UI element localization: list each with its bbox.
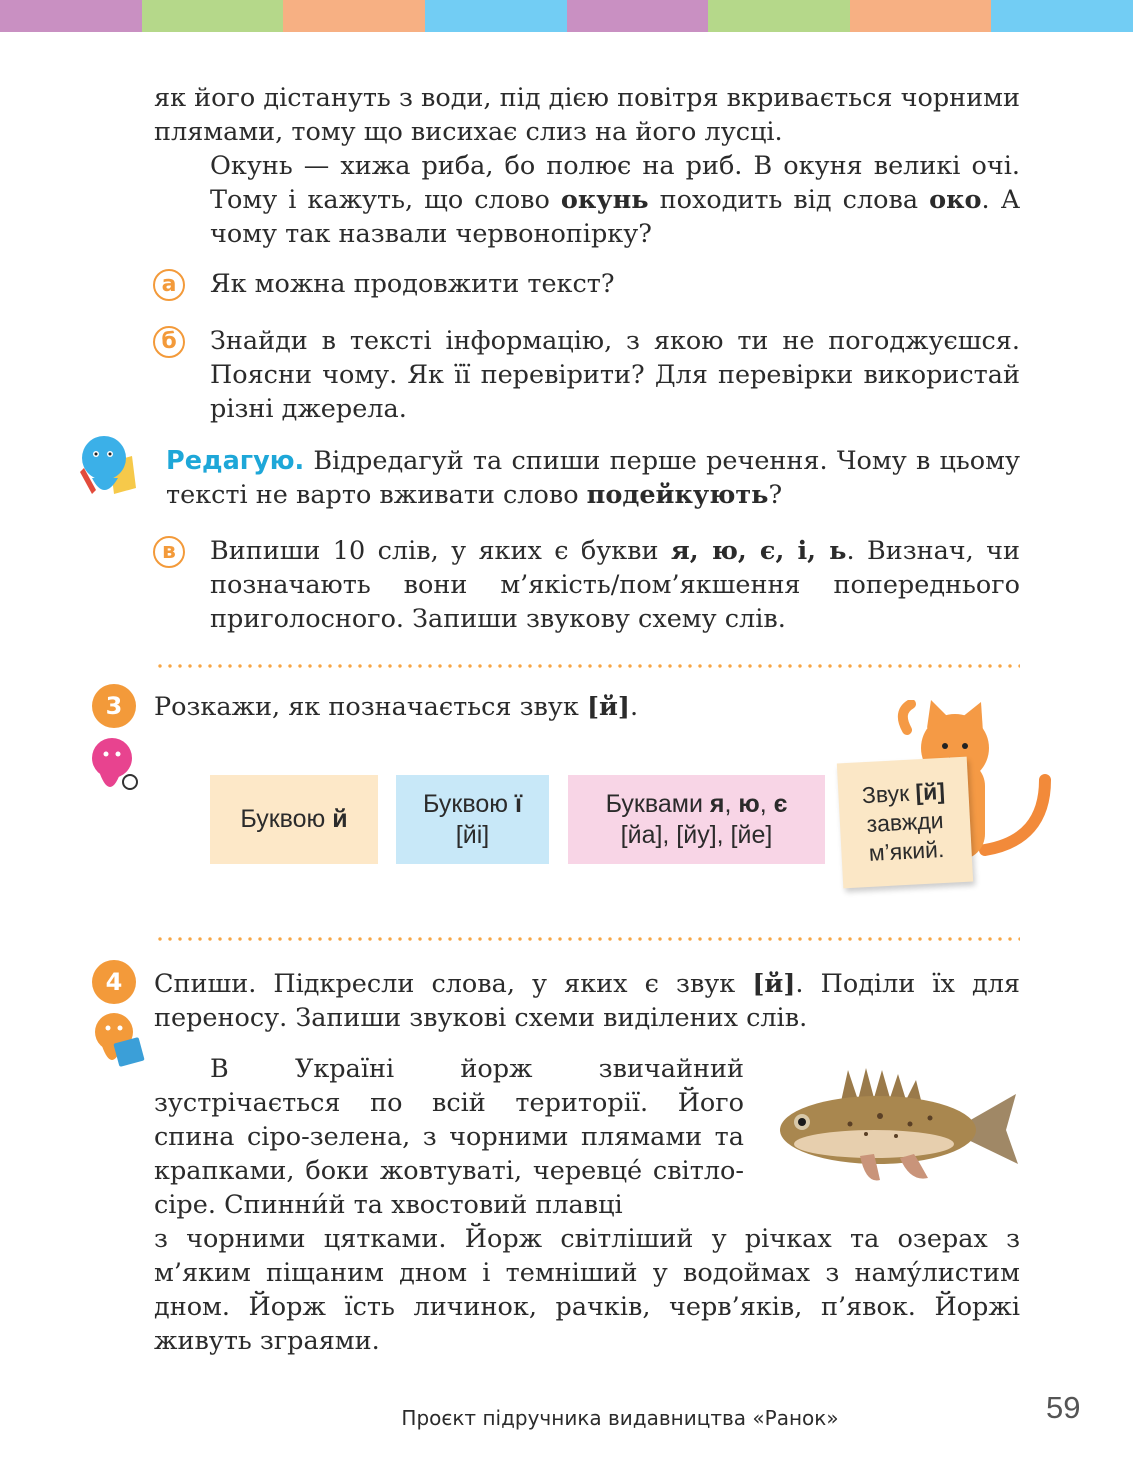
footer-publisher: Проєкт підручника видавництва «Ранок» (401, 1406, 839, 1430)
pink-mascot-icon (84, 734, 144, 800)
box-bukvoyu-y (210, 775, 378, 864)
stripe-2 (142, 0, 284, 32)
box3-label: Буквами (605, 789, 710, 818)
note-line2: завжди (865, 807, 945, 837)
stripe-7 (850, 0, 992, 32)
ex4-text-b: . Поділи їх для переносу. Запиши звукові схеми виділених слів. (154, 969, 1020, 1033)
box-bukvamy (568, 775, 825, 864)
task-v-text-a: Випиши 10 слів, у яких є букви (210, 536, 671, 566)
task-b-marker: б (153, 326, 185, 358)
box3-letter-yu: ю (738, 789, 760, 818)
ruffe-fish-image (770, 1064, 1020, 1194)
exercise-4-text (154, 967, 1020, 1035)
stripe-6 (708, 0, 850, 32)
task-v-text-b: . Визнач, чи позначають вони м’якість/пом’якшення попереднього приголосного. Запиши звукову схему слів. (210, 536, 1020, 634)
task-redag (166, 444, 1020, 512)
box1-label: Буквою (240, 805, 333, 833)
stripe-4 (425, 0, 567, 32)
note-sound: [й] (914, 777, 946, 806)
box2-sound: [йі] (455, 820, 490, 849)
stripe-1 (0, 0, 142, 32)
stripe-8 (991, 0, 1133, 32)
story-bottom: з чорними цятками. Йорж світліший у річках та озерах з м’яким піщаним дном і темніший у водоймах з наму́листим дном. Йорж їсть личинок, рачків, черв’яків, п’явок. Йоржі живуть зграями. (154, 1224, 1020, 1356)
intro-p2-part-d: . А чому так назвали червонопірку? (210, 185, 1021, 249)
ex3-text-b: . (629, 692, 639, 722)
box2-letter: ї (514, 789, 522, 818)
word-okun: окунь (560, 185, 649, 215)
intro-text (154, 81, 1020, 251)
intro-paragraph-1: як його дістануть з води, під дією повітря вкривається чорними плямами, тому що висихає слиз на його лусці. (154, 83, 1020, 147)
dotted-divider-2 (155, 937, 1020, 941)
exercise-4-number: 4 (92, 960, 136, 1004)
box1-letter: й (332, 805, 348, 833)
word-podeikuyut: подейкують (586, 480, 769, 510)
exercise-3-number: 3 (92, 684, 136, 728)
task-a-text: Як можна продовжити текст? (210, 269, 615, 299)
box2-label: Буквою (423, 789, 515, 818)
redag-text-b: ? (768, 480, 783, 510)
task-a-marker: а (153, 269, 185, 301)
redag-text-a: Відредагуй та спиши перше речення. Чому в цьому тексті не варто вживати слово (166, 446, 1020, 510)
story-top: В Україні йорж звичайний зустрічається по всій території. Його спина сіро-зелена, з чорними плямами та крапками, боки жовтуваті, черевце́ світло-сіре. Спинни́й та хвостовий плавці (154, 1054, 744, 1220)
box3-sep-1: , (724, 789, 739, 818)
header-color-stripes (0, 0, 1133, 32)
page-number: 59 (1046, 1390, 1081, 1425)
task-b-text: Знайди в тексті інформацію, з якою ти не погоджуєшся. Поясни чому. Як її перевірити? Для перевірки використай різні джерела. (210, 326, 1020, 424)
orange-mascot-icon (86, 1010, 148, 1076)
box3-sounds: [йа], [йу], [йе] (620, 820, 773, 849)
box3-letter-ya: я (709, 789, 725, 818)
task-v-letters: я, ю, є, і, ь (670, 536, 847, 566)
note-sound-y (837, 757, 973, 889)
ex4-sound: [й] (752, 969, 796, 999)
redaguyu-label: Редагую. (166, 446, 305, 476)
stripe-5 (567, 0, 709, 32)
task-v-text (210, 534, 1020, 636)
ex3-sound: [й] (586, 692, 630, 722)
task-v-marker: в (153, 536, 185, 568)
stripe-3 (283, 0, 425, 32)
dotted-divider-1 (155, 664, 1020, 668)
intro-p2-part-c: походить від слова (648, 185, 930, 215)
intro-paragraph-2 (154, 149, 1020, 251)
ex3-text-a: Розкажи, як позначається звук (154, 692, 587, 722)
note-line1-text: Звук (861, 779, 917, 809)
blue-mascot-icon (70, 432, 162, 504)
note-line3: м’який. (868, 836, 945, 866)
ex4-text-a: Спиши. Підкресли слова, у яких є звук (154, 969, 753, 999)
box3-letter-ye: є (773, 789, 788, 818)
word-oko: око (929, 185, 982, 215)
exercise-3-text (154, 690, 964, 724)
intro-p2-part-a: Окунь — хижа риба, бо полює на риб. В окуня великі очі. Тому і кажуть, що слово (210, 151, 1020, 215)
box-bukvoyu-yi (396, 775, 549, 864)
box3-sep-2: , (759, 789, 774, 818)
